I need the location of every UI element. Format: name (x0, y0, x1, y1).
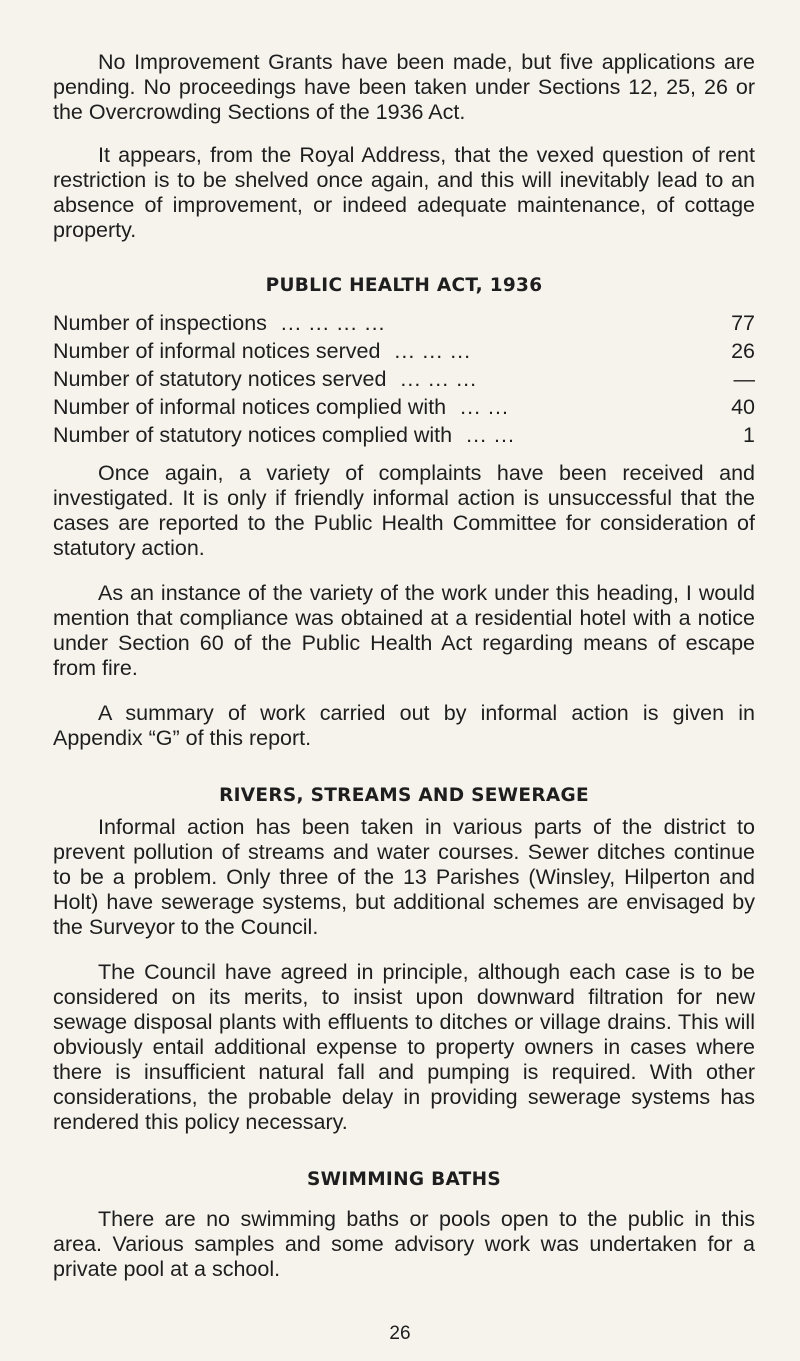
leader-dots: ... ... ... (394, 339, 472, 363)
rivers-heading: RIVERS, STREAMS AND SEWERAGE (219, 785, 589, 806)
stat-row (53, 365, 755, 393)
public-health-heading: PUBLIC HEALTH ACT, 1936 (265, 275, 543, 296)
stat-value: 40 (731, 395, 755, 419)
stat-row (53, 421, 755, 449)
document-page (53, 50, 755, 1282)
stat-label: Number of inspections (53, 311, 267, 335)
stat-label: Number of informal notices served (53, 339, 381, 363)
leader-dots: ... ... (460, 395, 509, 419)
stat-value: 26 (731, 339, 755, 363)
stat-row (53, 337, 755, 365)
page-number: 26 (389, 1323, 411, 1344)
leader-dots: ... ... ... (400, 367, 478, 391)
intro-paragraph-rent: It appears, from the Royal Address, that the vexed question of rent restriction is to be shelved once again, and this will inevitably lead to an absence of improvement, or indeed adequate maintenance, of cottage property. (53, 143, 755, 242)
swimming-paragraph: There are no swimming baths or pools open to the public in this area. Various samples and some advisory work was undertaken for a private pool at a school. (53, 1207, 755, 1281)
hotel-instance-paragraph: As an instance of the variety of the work under this heading, I would mention that compliance was obtained at a residential hotel with a notice under Section 60 of the Public Health Act regarding means of escape from fire. (53, 581, 755, 680)
complaints-paragraph: Once again, a variety of complaints have been received and investigated. It is only if friendly informal action is unsuccessful that the cases are reported to the Public Health Committee for consideration of statutory action. (53, 461, 755, 560)
filtration-policy-paragraph: The Council have agreed in principle, although each case is to be considered on its merits, to insist upon downward filtration for new sewage disposal plants with effluents to ditches or village drains. This will obviously entail additional expense to property owners in cases where there is insufficient natural fall and pumping is required. With other considerations, the probable delay in providing sewerage systems has rendered this policy necessary. (53, 960, 755, 1134)
stat-value: — (733, 367, 755, 391)
stat-row (53, 393, 755, 421)
stat-row (53, 309, 755, 337)
stat-value: 1 (743, 423, 755, 447)
leader-dots: ... ... ... ... (280, 311, 386, 335)
stat-label: Number of informal notices complied with (53, 395, 447, 419)
appendix-summary-paragraph: A summary of work carried out by informal action is given in Appendix “G” of this report. (53, 701, 755, 750)
intro-paragraph-grants: No Improvement Grants have been made, but five applications are pending. No proceedings have been taken under Sections 12, 25, 26 or the Overcrowding Sections of the 1936 Act. (53, 50, 755, 124)
inspection-stats (53, 309, 755, 449)
pollution-paragraph: Informal action has been taken in various parts of the district to prevent pollution of streams and water courses. Sewer ditches continue to be a problem. Only three of the 13 Parishes (Winsley, Hilperton and Holt) have sewerage systems, but additional schemes are envisaged by the Surveyor to the Council. (53, 815, 755, 939)
swimming-heading: SWIMMING BATHS (306, 1169, 502, 1190)
leader-dots: ... ... (466, 423, 515, 447)
stat-label: Number of statutory notices served (53, 367, 387, 391)
stat-value: 77 (731, 311, 755, 335)
stat-label: Number of statutory notices complied with (53, 423, 453, 447)
